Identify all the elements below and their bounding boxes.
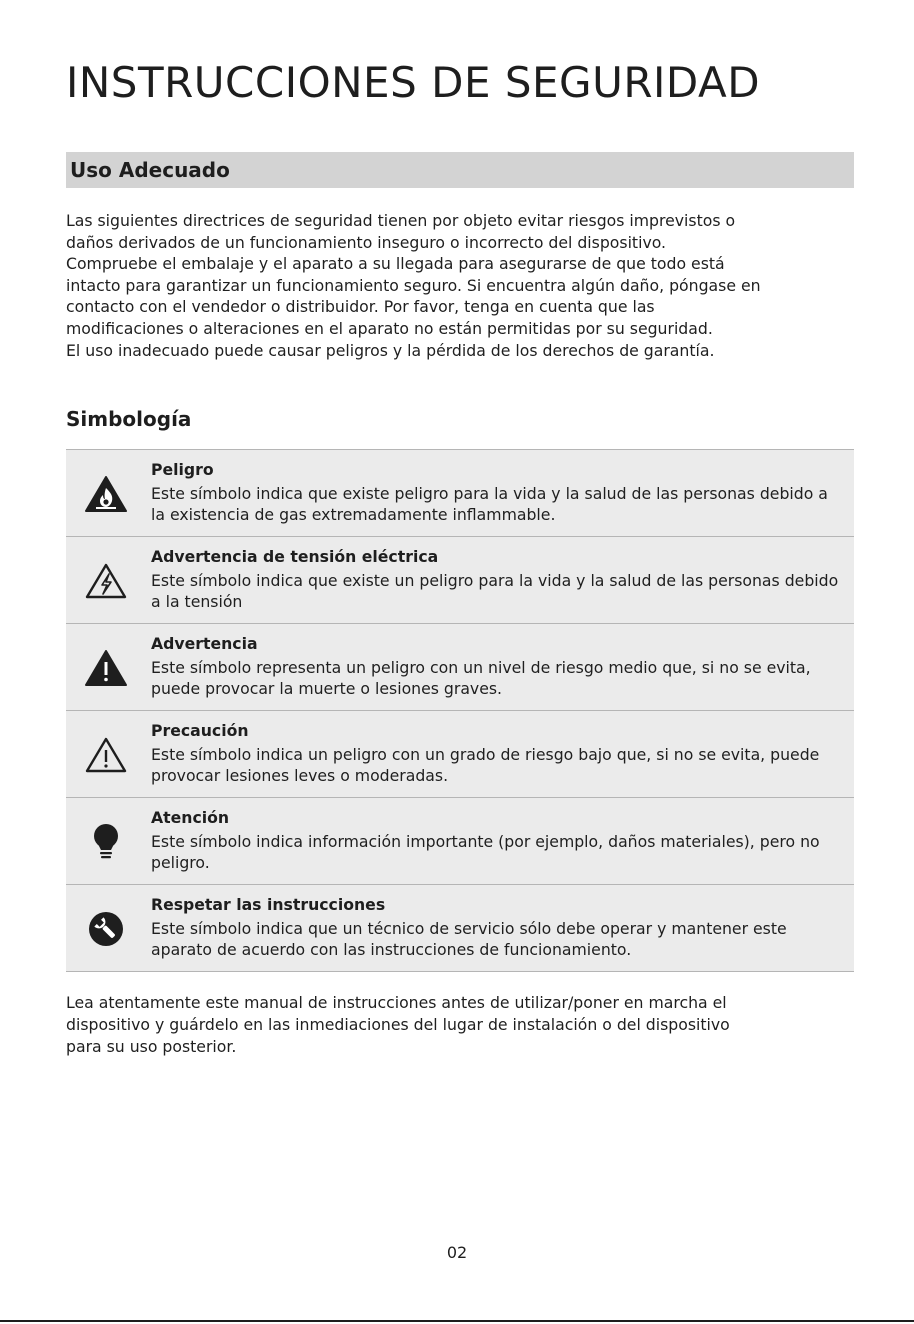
symbol-title: Advertencia xyxy=(151,634,258,653)
warning-filled-icon xyxy=(84,648,128,688)
intro-line: Las siguientes directrices de seguridad tienen por objeto evitar riesgos imprevistos o xyxy=(66,211,736,230)
lightbulb-icon xyxy=(84,822,128,862)
intro-line: intacto para garantizar un funcionamiento seguro. Si encuentra algún daño, póngase en xyxy=(66,275,761,295)
symbol-row-precaucion xyxy=(66,711,854,798)
closing-paragraph xyxy=(66,992,856,1058)
symbol-description: Este símbolo indica información importante (por ejemplo, daños materiales), pero no peligro. xyxy=(151,832,820,872)
symbol-title: Peligro xyxy=(151,460,214,479)
section-header-bar xyxy=(66,152,854,188)
symbol-title: Respetar las instrucciones xyxy=(151,895,386,914)
symbol-title: Precaución xyxy=(151,721,249,740)
symbology-heading: Simbología xyxy=(66,407,192,431)
caution-outline-icon xyxy=(84,735,128,775)
intro-line: El uso inadecuado puede causar peligros y la pérdida de los derechos de garantía. xyxy=(66,340,715,360)
symbol-title: Advertencia de tensión eléctrica xyxy=(151,547,439,566)
intro-line: contacto con el vendedor o distribuidor. Por favor, tenga en cuenta que las xyxy=(66,297,655,317)
intro-line: modificaciones o alteraciones en el aparato no están permitidas por su seguridad. xyxy=(66,318,713,338)
symbol-description: Este símbolo indica que existe un peligro para la vida y la salud de las personas debido a la tensión xyxy=(151,571,839,611)
symbol-row-respetar xyxy=(66,885,854,972)
intro-line: daños derivados de un funcionamiento inseguro o incorrecto del dispositivo. xyxy=(66,232,667,252)
intro-paragraph xyxy=(66,210,856,361)
symbol-description: Este símbolo indica que existe peligro para la vida y la salud de las personas debido a la existencia de gas extremadamente inflammable. xyxy=(151,484,828,524)
closing-line: Lea atentamente este manual de instrucciones antes de utilizar/poner en marcha el xyxy=(66,993,727,1012)
section-heading: Uso Adecuado xyxy=(70,158,230,182)
page-number: 02 xyxy=(446,1243,468,1262)
bottom-rule xyxy=(0,1320,914,1322)
symbol-description: Este símbolo indica un peligro con un grado de riesgo bajo que, si no se evita, puede provocar lesiones leves o moderadas. xyxy=(151,745,820,785)
closing-line: para su uso posterior. xyxy=(66,1037,237,1056)
symbol-row-advertencia xyxy=(66,624,854,711)
electric-voltage-warning-icon xyxy=(84,561,128,601)
symbol-description: Este símbolo representa un peligro con un nivel de riesgo medio que, si no se evita, puede provocar la muerte o lesiones graves. xyxy=(151,658,811,698)
symbol-row-atencion xyxy=(66,798,854,885)
flammable-warning-icon xyxy=(84,474,128,514)
symbol-row-peligro xyxy=(66,450,854,537)
intro-line: Compruebe el embalaje y el aparato a su llegada para asegurarse de que todo está xyxy=(66,254,725,274)
symbol-table xyxy=(66,449,854,972)
symbol-title: Atención xyxy=(151,808,230,827)
symbol-row-voltage xyxy=(66,537,854,624)
closing-line: dispositivo y guárdelo en las inmediaciones del lugar de instalación o del dispositivo xyxy=(66,1015,730,1034)
wrench-icon xyxy=(84,909,128,949)
page-title: INSTRUCCIONES DE SEGURIDAD xyxy=(66,58,761,107)
symbol-description: Este símbolo indica que un técnico de servicio sólo debe operar y mantener este aparato de acuerdo con las instrucciones de funcionamiento. xyxy=(151,919,787,959)
